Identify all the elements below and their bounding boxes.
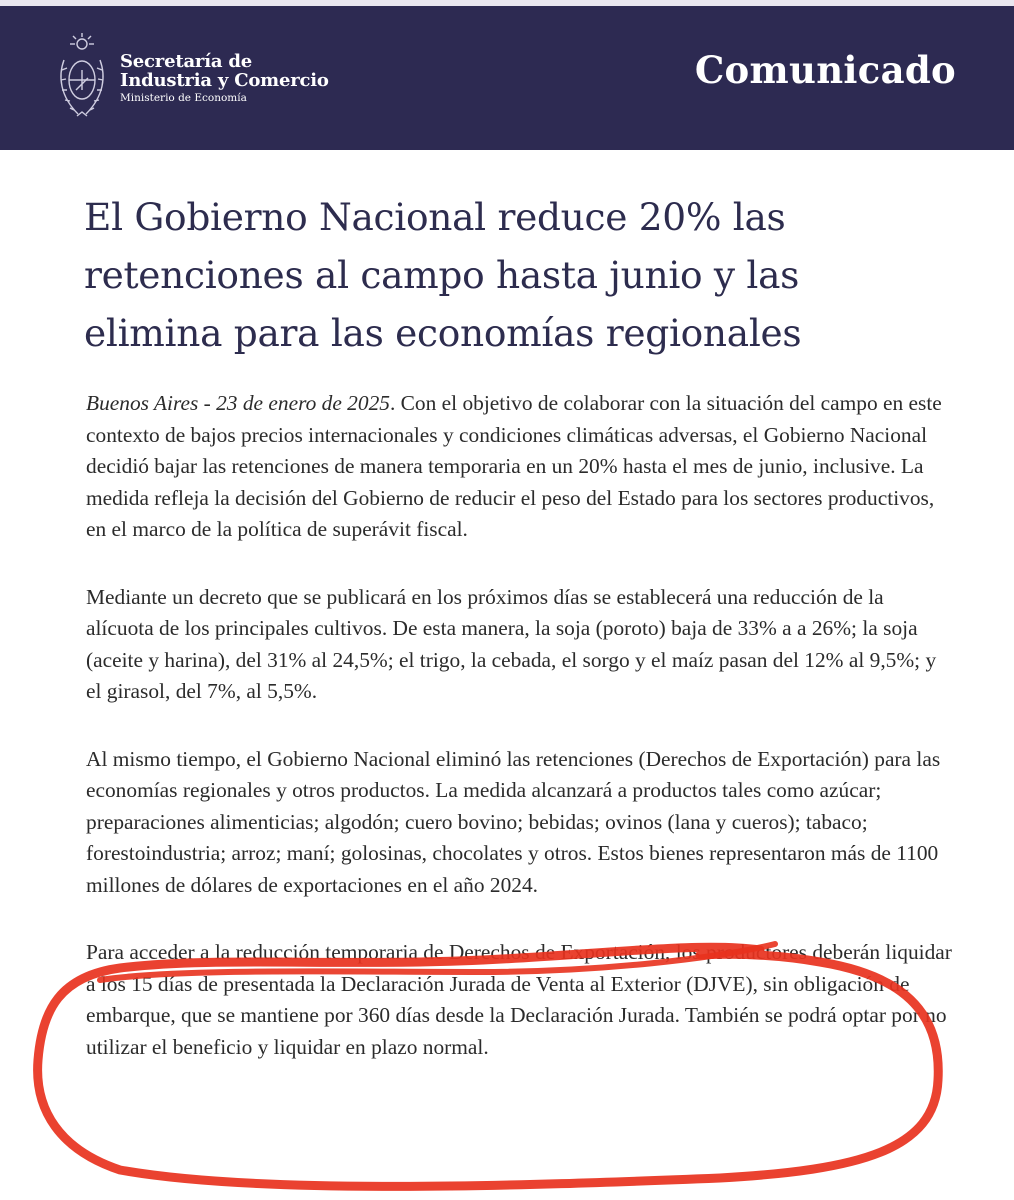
paragraph-1-text: . Con el objetivo de colaborar con la situación del campo en este contexto de bajos precios internacionales y condiciones climáticas adversas, el Gobierno Nacional decidió bajar las retenciones de manera temporaria en un 20% hasta el mes de junio, inclusive. La medida refleja la decisión del Gobierno de reducir el peso del Estado para los sectores productivos, en el marco de la política de superávit fiscal. <box>86 391 942 541</box>
header-banner <box>0 6 1014 150</box>
paragraph-1 <box>86 388 956 546</box>
paragraph-4: Para acceder a la reducción temporaria de Derechos de Exportación, los productores deberán liquidar a los 15 días de presentada la Declaración Jurada de Venta al Exterior (DJVE), sin obligación de embarque, que se mantiene por 360 días desde la Declaración Jurada. También se podrá optar por no utilizar el beneficio y liquidar en plazo normal. <box>86 940 952 1059</box>
org-line-1: Secretaría de <box>120 51 253 72</box>
paragraph-3: Al mismo tiempo, el Gobierno Nacional eliminó las retenciones (Derechos de Exportación) para las economías regionales y otros productos. La medida alcanzará a productos tales como azúcar; preparaciones alimenticias; algodón; cuero bovino; bebidas; ovinos (lana y cueros); tabaco; forestoindustria; arroz; maní; golosinas, chocolates y otros. Estos bienes representaron más de 1100 millones de dólares de exportaciones en el año 2024. <box>86 746 941 897</box>
org-line-2: Industria y Comercio <box>120 70 329 91</box>
headline: El Gobierno Nacional reduce 20% las retenciones al campo hasta junio y las elimina para las economías regionales <box>84 195 802 355</box>
coat-of-arms-icon <box>56 30 108 122</box>
document-type-title: Comunicado <box>694 48 956 92</box>
organization-name <box>120 52 329 105</box>
org-ministry: Ministerio de Economía <box>120 92 247 104</box>
paragraph-2: Mediante un decreto que se publicará en los próximos días se establecerá una reducción de la alícuota de los principales cultivos. De esta manera, la soja (poroto) baja de 33% a a 26%; la soja (aceite y harina), del 31% al 24,5%; el trigo, la cebada, el sorgo y el maíz pasan del 12% al 9,5%; y el girasol, del 7%, al 5,5%. <box>86 584 937 703</box>
article-body <box>86 388 956 1099</box>
dateline: Buenos Aires - 23 de enero de 2025 <box>86 391 390 415</box>
